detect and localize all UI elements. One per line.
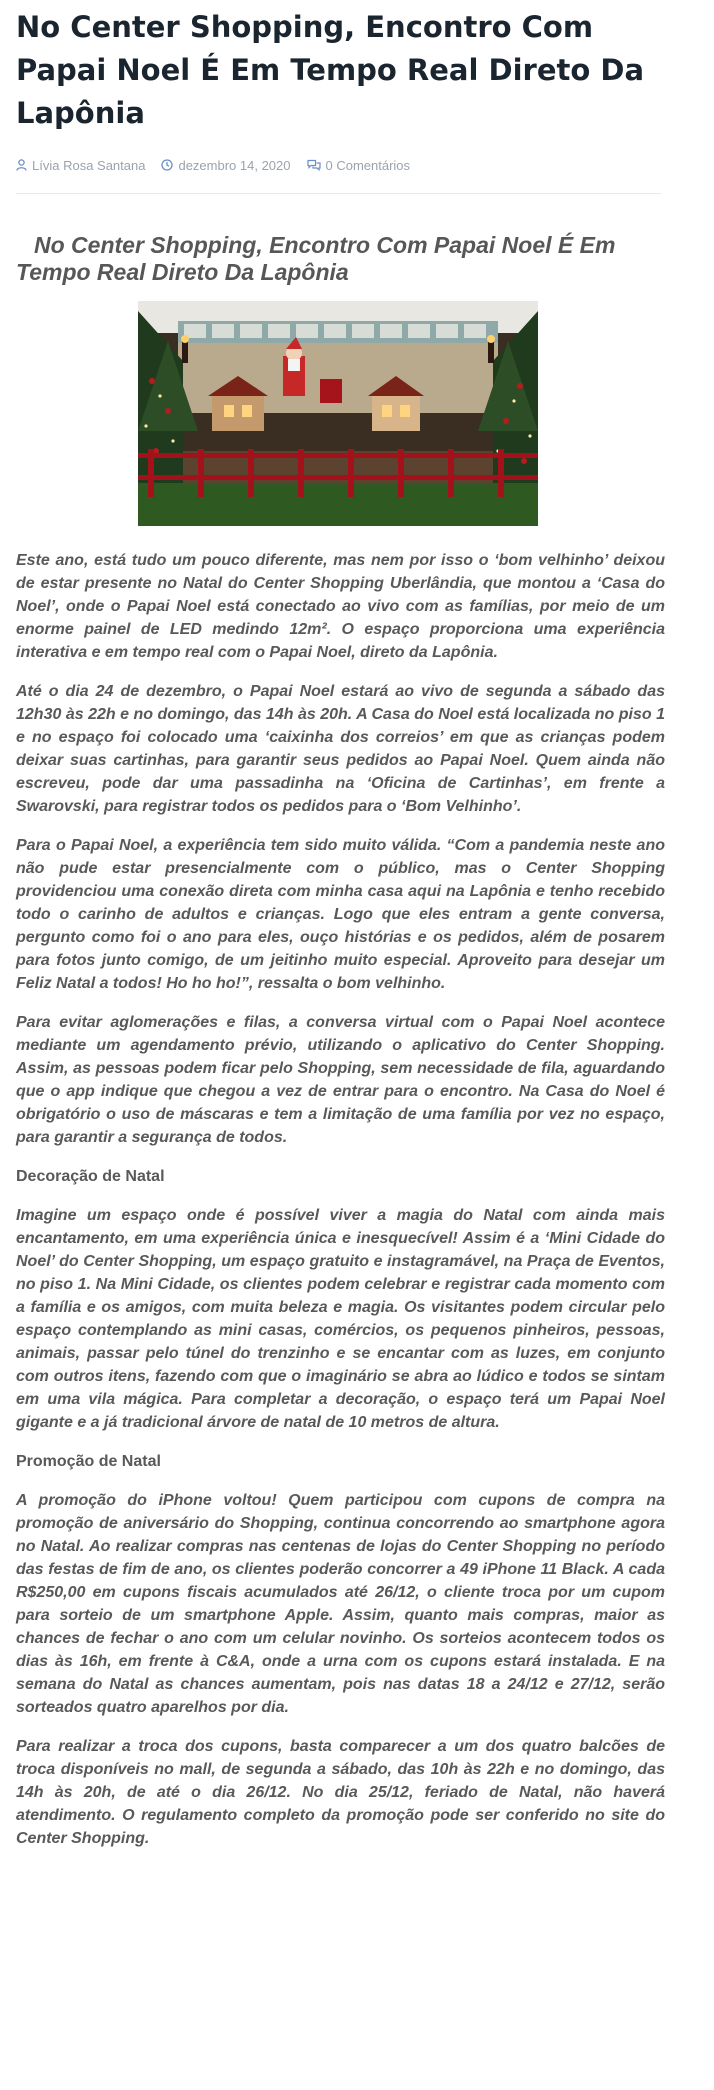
article <box>16 0 666 1850</box>
user-icon <box>16 159 27 171</box>
clock-icon <box>161 159 173 171</box>
meta-comments[interactable] <box>307 158 411 173</box>
section-heading-promocao: Promoção de Natal <box>16 1453 161 1470</box>
meta-author-name: Lívia Rosa Santana <box>32 157 146 173</box>
article-title: No Center Shopping, Encontro Com Papai Noel É Em Tempo Real Direto Da Lapônia <box>16 10 645 130</box>
article-paragraph: Para realizar a troca dos cupons, basta comparecer a um dos quatro balcões de troca disponíveis no mall, de segunda a sábado, das 10h às 22h e no domingo, das 14h às 20h, de até o dia 26/12. No dia 25/12, feriado de Natal, não haverá atendimento. O regulamento completo da promoção pode ser conferido no site do Center Shopping. <box>16 1738 665 1847</box>
meta-date-text: dezembro 14, 2020 <box>178 157 291 173</box>
meta-date[interactable] <box>161 158 290 173</box>
article-paragraph: Imagine um espaço onde é possível viver a magia do Natal com ainda mais encantamento, em uma experiência única e inesquecível! Assim é a ‘Mini Cidade do Noel’ do Center Shopping, um espaço gratuito e instagramável, na Praça de Eventos, no piso 1. Na Mini Cidade, os clientes podem celebrar e registrar cada momento com a família e os amigos, com muita beleza e magia. Os visitantes podem circular pelo espaço contemplando as mini casas, comércios, os pequenos pinheiros, pessoas, animais, passar pelo túnel do trenzinho e se encantar com as luzes, em conjunto com outros itens, fazendo com que o imaginário se abra ao lúdico e todos se sintam em uma vila mágica. Para completar a decoração, o espaço terá um Papai Noel gigante e a já tradicional árvore de natal de 10 metros de altura. <box>16 1207 665 1431</box>
article-meta <box>16 155 666 175</box>
article-subtitle: No Center Shopping, Encontro Com Papai Noel É Em Tempo Real Direto Da Lapônia <box>16 232 616 285</box>
comments-icon <box>307 159 321 171</box>
meta-comments-count: 0 Comentários <box>325 157 411 173</box>
section-heading-decoracao: Decoração de Natal <box>16 1168 165 1185</box>
article-paragraph: Para o Papai Noel, a experiência tem sido muito válida. “Com a pandemia neste ano não pude estar presencialmente com o público, mas o Center Shopping providenciou uma conexão direta com minha casa aqui na Lapônia e tenho recebido todo o carinho de adultos e crianças. Logo que eles entram a gente conversa, pergunto como foi o ano para eles, ouço histórias e os pedidos, além de posarem para fotos junto comigo, de um jeitinho muito especial. Aproveito para desejar um Feliz Natal a todos! Ho ho ho!”, ressalta o bom velhinho. <box>16 837 665 992</box>
article-paragraph: Para evitar aglomerações e filas, a conversa virtual com o Papai Noel acontece mediante um agendamento prévio, utilizando o aplicativo do Center Shopping. Assim, as pessoas podem ficar pelo Shopping, sem necessidade de fila, aguardando que o app indique que chegou a vez de entrar para o encontro. Na Casa do Noel é obrigatório o uso de máscaras e tem a limitação de uma família por vez no espaço, para garantir a segurança de todos. <box>16 1014 665 1146</box>
meta-author[interactable] <box>16 158 145 173</box>
divider <box>16 193 661 194</box>
santa-house-photo <box>138 301 538 526</box>
article-paragraph: A promoção do iPhone voltou! Quem participou com cupons de compra na promoção de aniversário do Shopping, continua concorrendo ao smartphone agora no Natal. Ao realizar compras nas centenas de lojas do Center Shopping no período das festas de fim de ano, os clientes poderão concorrer a 49 iPhone 11 Black. A cada R$250,00 em cupons fiscais acumulados até 26/12, o cliente troca por um cupom para sorteio de um smartphone Apple. Assim, quanto mais compras, maior as chances de fechar o ano com um celular novinho. Os sorteios acontecem todos os dias às 16h, em frente à C&A, onde a urna com os cupons estará instalada. E na semana do Natal as chances aumentam, pois nas datas 18 a 24/12 e 27/12, serão sorteados quatro aparelhos por dia. <box>16 1492 665 1716</box>
article-paragraph: Até o dia 24 de dezembro, o Papai Noel estará ao vivo de segunda a sábado das 12h30 às 22h e no domingo, das 14h às 20h. A Casa do Noel está localizada no piso 1 e no espaço foi colocado uma ‘caixinha dos correios’ em que as crianças podem deixar suas cartinhas, para garantir seus pedidos ao Papai Noel. Quem ainda não escreveu, pode dar uma passadinha na ‘Oficina de Cartinhas’, em frente a Swarovski, para registrar todos os pedidos para o ‘Bom Velhinho’. <box>16 683 665 815</box>
article-paragraph: Este ano, está tudo um pouco diferente, mas nem por isso o ‘bom velhinho’ deixou de estar presente no Natal do Center Shopping Uberlândia, que montou a ‘Casa do Noel’, onde o Papai Noel está conectado ao vivo com as famílias, por meio de um enorme painel de LED medindo 12m². O espaço proporciona uma experiência interativa e em tempo real com o Papai Noel, direto da Lapônia. <box>16 552 665 661</box>
